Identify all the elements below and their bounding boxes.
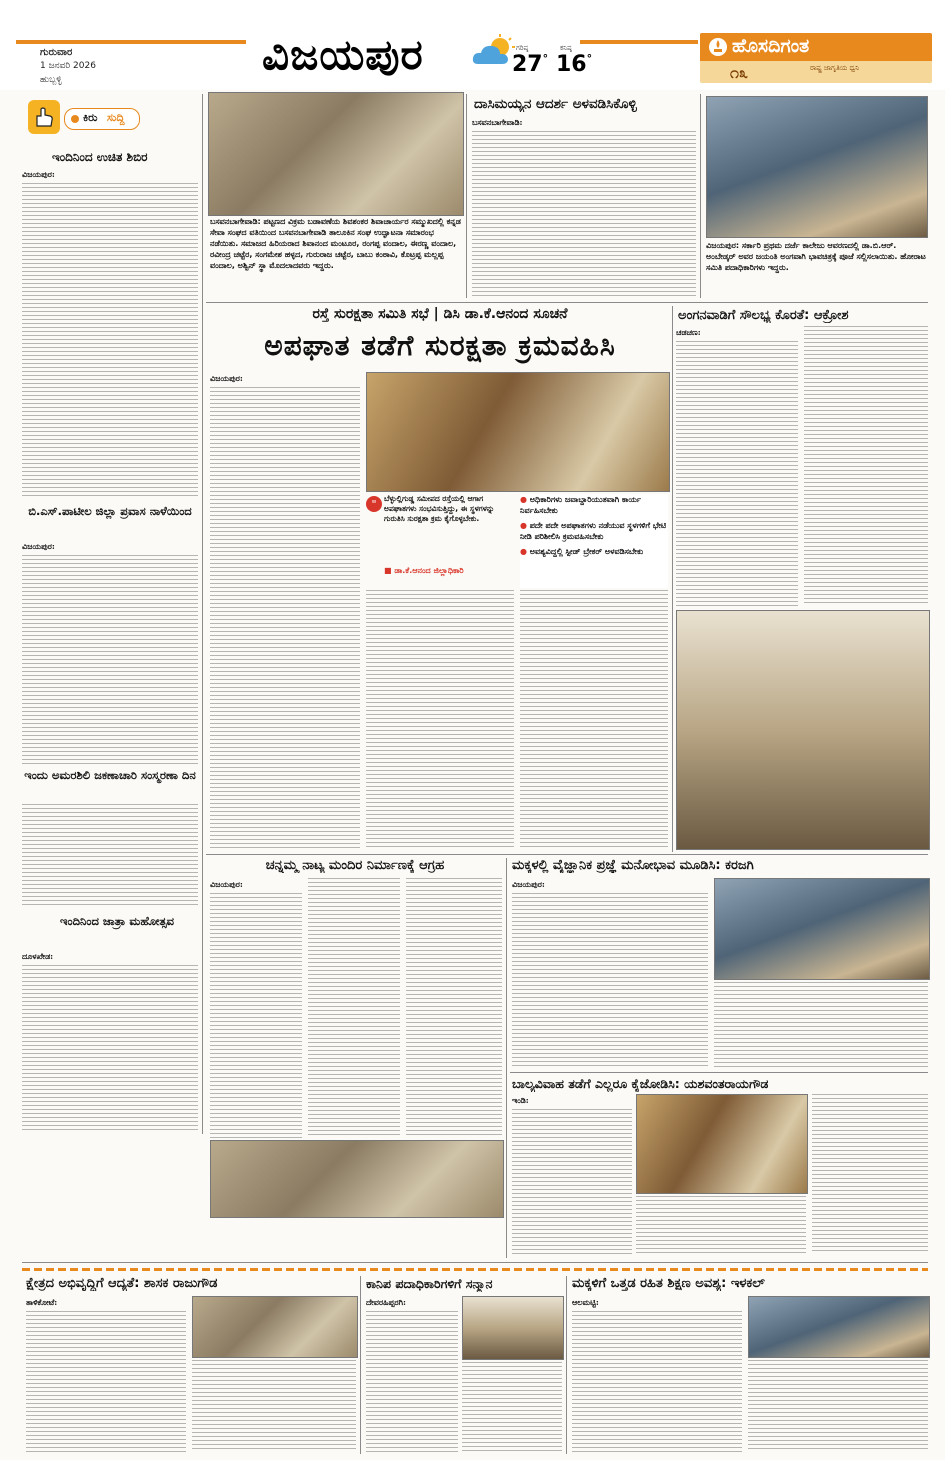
photo-community-meeting [208,92,464,216]
anganwadi-col-1-lines [676,341,798,606]
photo-science [714,878,930,980]
brief-3-body [22,804,198,908]
headline-kanipa: ಕಾನಿಪ ಪದಾಧಿಕಾರಿಗಳಿಗೆ ಸನ್ಮಾನ [366,1276,493,1291]
body-balya-col-1 [512,1094,632,1254]
brief-4-body [22,950,198,1130]
brief-1-text-lines [22,183,198,496]
body-kanipa-col-2 [462,1362,562,1452]
body-science-col-2 [714,982,928,1068]
body-education-col-2 [748,1360,928,1452]
dateline-kanipa: ದೇವರಹಿಪ್ಪರಗಿ: [366,1297,406,1307]
headline-balya: ಬಾಲ್ಯವಿವಾಹ ತಡೆಗೆ ಎಲ್ಲರೂ ಕೈಜೋಡಿಸಿ: ಯಶವಂತರಾಯಗೌಡ [512,1076,769,1091]
headline-kshetra: ಕ್ಷೇತ್ರದ ಅಭಿವೃದ್ಧಿಗೆ ಆದ್ಯತೆ: ಶಾಸಕ ರಾಜುಗೌಡ [26,1276,218,1291]
brief-4-text-lines [22,965,198,1130]
column-rule-2 [466,94,467,298]
column-rule-7 [566,1276,567,1454]
kirusuddi-label-b: ಸುದ್ದಿ [107,111,125,124]
headline-anganwadi: ಅಂಗನವಾಡಿಗೆ ಸೌಲಭ್ಯ ಕೊರತೆ: ಆಕ್ರೋಶ [678,308,849,323]
lead-bullet-2: ● ಪದೇ ಪದೇ ಅಪಘಾತಗಳು ನಡೆಯುವ ಸ್ಥಳಗಳಿಗೆ ಭೇಟಿ ನೀಡಿ ಪರಿಶೀಲಿಸಿ ಕ್ರಮವಹಿಸಬೇಕು [520,521,667,541]
dateline-education: ಆಲಮಟ್ಟಿ: [572,1297,599,1307]
column-rule-5 [506,858,507,1258]
min-temp-value: 16 [556,52,587,77]
masthead-right-accent [580,40,698,44]
lead-col-1 [210,372,360,850]
kanipa-col-1-lines [366,1311,458,1452]
column-rule-6 [360,1276,361,1454]
headline-dasimayya: ದಾಸಿಮಯ್ಯನ ಆದರ್ಶ ಅಳವಡಿಸಿಕೊಳ್ಳಿ [474,96,637,112]
headline-science: ಮಕ್ಕಳಲ್ಲಿ ವೈಜ್ಞಾನಿಕ ಪ್ರಜ್ಞೆ ಮನೋಭಾವ ಮೂಡಿಸಿ: ಕರಜಗಿ [512,858,754,873]
lead-col-1-lines [210,387,360,850]
photo-education [748,1296,930,1358]
body-science-col-1 [512,878,708,1068]
dateline-dasimayya: ಬಸವನಬಾಗೇವಾಡಿ: [472,117,523,127]
brief-1-title: ಇಂದಿನಿಂದ ಉಚಿತ ಶಿಬಿರ [52,150,148,164]
photo-kshetra [192,1296,358,1358]
dateline-chennamma: ವಿಜಯಪುರ: [210,879,243,889]
lead-kicker: ರಸ್ತೆ ಸುರಕ್ಷತಾ ಸಮಿತಿ ಸಭೆ | ಡಿಸಿ ಡಾ.ಕೆ.ಆನಂದ ಸೂಚನೆ [312,306,568,322]
lead-bullet-3-text: ಅವಶ್ಯವಿದ್ದಲ್ಲಿ ಸ್ಪೀಡ್ ಬ್ರೇಕರ್ ಅಳವಡಿಸಬೇಕು [529,547,644,556]
min-temp-label: ಕನಿಷ್ಠ [560,44,572,52]
kirusuddi-icon-box [28,100,60,134]
lead-bullet-1: ● ಅಧಿಕಾರಿಗಳು ಜವಾಬ್ದಾರಿಯುತವಾಗಿ ಕಾರ್ಯ ನಿರ್ವಹಿಸಬೇಕು [520,495,642,515]
lead-bullet-3: ● ಅವಶ್ಯವಿದ್ದಲ್ಲಿ ಸ್ಪೀಡ್ ಬ್ರೇಕರ್ ಅಳವಡಿಸಬೇಕು [520,547,644,556]
brief-2-title: ಬಿ.ಎಸ್.ಪಾಟೀಲ ಜಿಲ್ಲಾ ಪ್ರವಾಸ ನಾಳೆಯಿಂದ [28,504,192,518]
brief-2-text-lines [22,555,198,764]
lead-col-3 [520,590,668,848]
education-col-1-lines [572,1311,742,1452]
body-education-col-1 [572,1296,742,1452]
bottom-band-orange [22,1268,928,1271]
science-col-1-lines [512,893,708,1068]
max-temp-value: 27 [512,52,543,77]
masthead-place: ಹುಬ್ಬಳ್ಳಿ [40,75,62,85]
balya-col-1-lines [512,1109,632,1254]
paper-name: ಹೊಸದಿಗಂತ [732,35,810,57]
photo-anganwadi [676,610,930,850]
caption-ambedkar-event: ವಿಜಯಪುರ: ಸರ್ಕಾರಿ ಪ್ರಥಮ ದರ್ಜೆ ಕಾಲೇಜು ಆವರಣದಲ್ಲಿ ಡಾ.ಬಿ.ಆರ್. ಅಂಬೇಡ್ಕರ್ ಅವರ ಜಯಂತಿ ಅಂಗವಾಗಿ ಭಾವಚಿತ್ರಕ್ಕೆ ಪೂಜೆ ಸಲ್ಲಿಸಲಾಯಿತು. ಹೋರಾಟ ಸಮಿತಿ ಪದಾಧಿಕಾರಿಗಳು ಇದ್ದರು. [706,241,926,272]
column-rule-4 [672,306,673,852]
chennamma-col-1-lines [210,893,302,1138]
text-lines-dasimayya [472,131,696,298]
paper-logo [700,33,932,83]
lead-quote-author-name: ಡಾ.ಕೆ.ಆನಂದ ಜಿಲ್ಲಾಧಿಕಾರಿ [394,566,464,575]
paper-tagline: ರಾಷ್ಟ್ರ ಜಾಗೃತಿಯ ಧ್ವನಿ [810,64,860,72]
body-anganwadi-col-2 [804,326,928,606]
kirusuddi-label-a: ಕಿರು [83,111,98,124]
body-anganwadi-col-1 [676,326,798,606]
lead-dateline: ವಿಜಯಪುರ: [210,373,243,383]
min-temp [556,52,592,77]
max-temp [512,52,548,77]
brief-4-dateline: ದೂಳಖೇಡ: [22,951,54,961]
body-dasimayya [472,116,696,298]
photo-kanipa [462,1296,564,1360]
lead-bullet-2-text: ಪದೇ ಪದೇ ಅಪಘಾತಗಳು ನಡೆಯುವ ಸ್ಥಳಗಳಿಗೆ ಭೇಟಿ ನೀಡಿ ಪರಿಶೀಲಿಸಿ ಕ್ರಮವಹಿಸಬೇಕು [520,521,667,541]
column-rule-3 [700,94,701,298]
body-balya-col-3 [812,1094,928,1254]
photo-balya [636,1094,808,1194]
masthead [0,0,945,90]
brief-2-body [22,540,198,764]
body-kshetra-col-2 [192,1360,356,1452]
max-temp-label: ಗರಿಷ್ಠ [516,44,529,52]
photo-chennamma [210,1140,504,1218]
kirusuddi-column [22,92,198,1132]
lamp-icon [708,37,728,57]
headline-chennamma: ಚನ್ನಮ್ಮ ನಾಟ್ಯ ಮಂದಿರ ನಿರ್ಮಾಣಕ್ಕೆ ಆಗ್ರಹ [265,858,445,873]
body-kanipa-col-1 [366,1296,458,1452]
lead-headline: ಅಪಘಾತ ತಡೆಗೆ ಸುರಕ್ಷತಾ ಕ್ರಮವಹಿಸಿ [264,329,616,362]
kirusuddi-header [28,96,192,138]
brief-2-dateline: ವಿಜಯಪುರ: [22,541,55,551]
dateline-kshetra: ತಾಳಿಕೋಟೆ: [26,1297,58,1307]
caption-community-meeting: ಬಸವನಬಾಗೇವಾಡಿ: ಪಟ್ಟಣದ ವಿಕ್ರಮ ಬಡಾವಣೆಯ ಶಿವಶಂಕರ ಶಿವಾಚಾರ್ಯರ ಸಮ್ಮುಖದಲ್ಲಿ ಕನ್ನಡ ಸೇವಾ ಸಂಘದ ವತಿಯಿಂದ ಬಸವನಬಾಗೇವಾಡಿ ತಾಲೂಕಿನ ಸಂಘ ಉದ್ಘಾಟನಾ ಸಮಾರಂಭ ನಡೆಯಿತು. ಸಮಾಜದ ಹಿರಿಯರಾದ ಶಿವಾನಂದ ಮಂಟೂರ, ರಂಗಪ್ಪ ವಂದಾಲ, ಈರಣ್ಣ ವಂದಾಲ, ರವೀಂದ್ರ ಚಟ್ಟೆರ, ಸಂಗಮೇಶ ಹಳ್ಳದ, ಗುರುರಾಜ ಚಟ್ಟೆರ, ಬಾಬು ಕಂಠಾವಿ, ಕೊಟ್ರಪ್ಪ ಮಲ್ಲಪ್ಪ ವಂದಾಲ, ಅಶ್ವಿನ್ ಸ್ಥಾ ಮೊದಲಾದವರು ಇದ್ದರು. [210,217,461,270]
body-kshetra-col-1 [26,1296,186,1452]
column-rule-left [202,94,203,1134]
brief-1-body [22,168,198,496]
photo-ambedkar-event [706,96,928,238]
body-chennamma-col-2 [308,878,400,1138]
dateline-science: ವಿಜಯಪುರ: [512,879,545,889]
dateline-balya: ಇಂಡಿ: [512,1095,529,1105]
row-rule-1 [206,302,928,303]
max-temp-degree: ° [542,52,549,65]
pointing-hand-icon [33,106,55,128]
kshetra-col-1-lines [26,1311,186,1452]
lead-quote-author: ■ ಡಾ.ಕೆ.ಆನಂದ ಜಿಲ್ಲಾಧಿಕಾರಿ [384,566,464,575]
masthead-left-accent [16,40,246,44]
headline-education: ಮಕ್ಕಳಿಗೆ ಒತ್ತಡ ರಹಿತ ಶಿಕ್ಷಣ ಅವಶ್ಯ: ಇಳಕಲ್ [572,1276,765,1291]
masthead-city-name: ವಿಜಯಪುರ [262,30,424,79]
pill-dot [71,115,79,123]
row-rule-2 [206,854,928,855]
row-rule-3 [510,1072,928,1073]
masthead-date: 1 ಜನವರಿ 2026 [40,61,96,71]
kirusuddi-pill [64,108,140,130]
lead-quote-box [366,494,516,582]
body-chennamma-col-3 [406,878,502,1138]
brief-4-title: ಇಂದಿನಿಂದ ಜಾತ್ರಾ ಮಹೋತ್ಸವ [60,914,174,928]
brief-3-title: ಇಂದು ಅಮರಶಿಲಿ ಜಕಣಾಚಾರಿ ಸಂಸ್ಮರಣಾ ದಿನ [24,768,196,782]
dateline-anganwadi: ಚಡಚಣ: [676,327,701,337]
row-rule-4 [22,1262,928,1263]
min-temp-degree: ° [586,52,593,65]
lead-bullets [520,494,668,588]
lead-col-2 [366,590,514,848]
svg-text:": " [371,498,377,511]
body-balya-col-2 [636,1196,806,1254]
brief-1-dateline: ವಿಜಯಪುರ: [22,169,55,179]
photo-road-safety-meeting [366,372,670,492]
page-number: ೧೩ [730,63,748,82]
lead-bullet-1-text: ಅಧಿಕಾರಿಗಳು ಜವಾಬ್ದಾರಿಯುತವಾಗಿ ಕಾರ್ಯ ನಿರ್ವಹಿಸಬೇಕು [520,495,642,515]
body-chennamma-col-1 [210,878,302,1138]
masthead-day: ಗುರುವಾರ [40,47,73,58]
lead-quote-text: ಬೆಳ್ಳುಲ್ಲಿಗುಡ್ಡ ಸಮೀಪದ ರಸ್ತೆಯಲ್ಲಿ ಆಗಾಗ ಅಪಘಾತಗಳು ಸಂಭವಿಸುತ್ತಿದ್ದು, ಈ ಸ್ಥಳಗಳನ್ನು ಗುರುತಿಸಿ ಸುರಕ್ಷತಾ ಕ್ರಮ ಕೈಗೊಳ್ಳಬೇಕು. [384,494,495,523]
quote-icon [366,496,382,512]
